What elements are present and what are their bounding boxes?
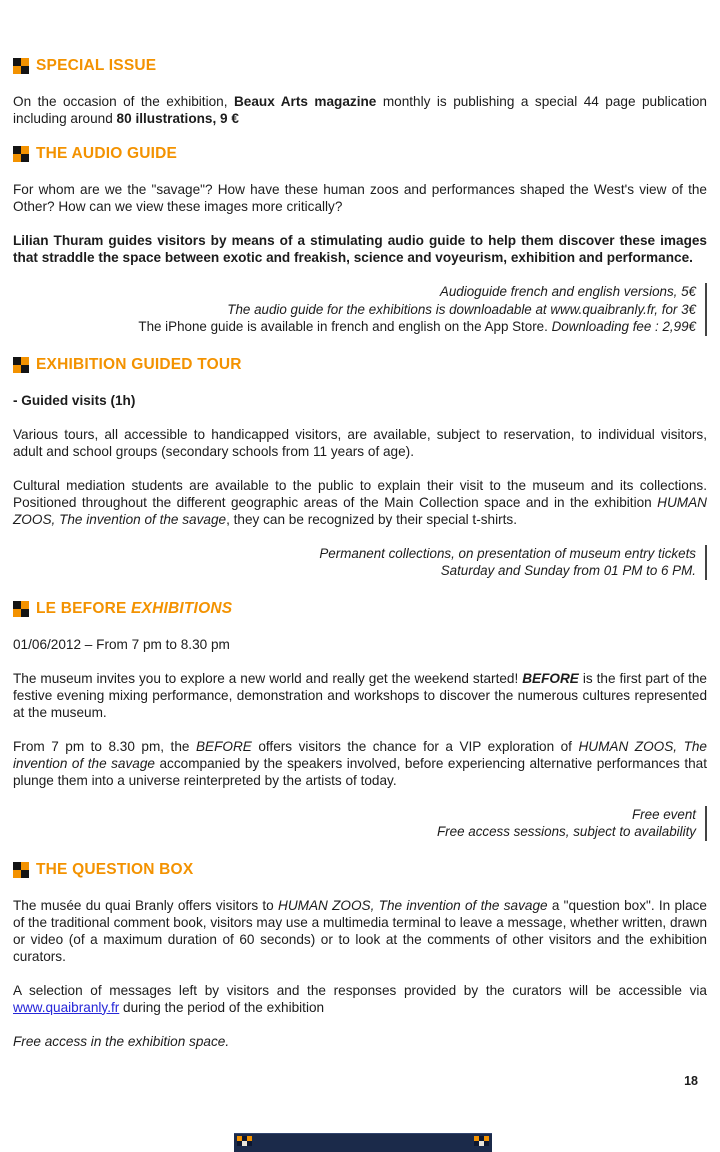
section-title	[36, 57, 156, 75]
info-note-line	[13, 823, 696, 841]
text-run: A selection of messages left by visitors and the responses provided by the curators will be accessible via	[13, 982, 707, 998]
text-run: BEFORE	[195, 738, 252, 754]
info-note-guided-tour-schedule	[13, 545, 707, 580]
text-run: On the occasion of the exhibition,	[13, 94, 234, 109]
section-heading-special-issue	[13, 57, 707, 75]
text-run: The audio guide for the exhibitions is downloadable at www.quaibranly.fr, for 3€	[227, 301, 696, 317]
info-note-line	[13, 545, 696, 563]
checker-icon	[13, 357, 29, 373]
text-run: Permanent collections, on presentation of museum entry tickets	[319, 545, 696, 561]
text-run: a "question box". In place of the traditional comment book, visitors may use a multimedia terminal to leave a message, whether written, drawn or video (of a maximum duration of 60 seconds) or to look at the comments of other visitors and the exhibition curators.	[13, 897, 707, 964]
text-run: Saturday and Sunday from 01 PM to 6 PM.	[440, 563, 696, 578]
section-title	[36, 145, 177, 163]
text-run: monthly is publishing a special 44 page publication including around	[13, 94, 707, 126]
section-heading-exhibition-guided-tour	[13, 356, 707, 374]
text-run: EXHIBITION GUIDED TOUR	[36, 355, 242, 373]
paragraph	[13, 982, 707, 1016]
text-run: The iPhone guide is available in french and english on the App Store.	[138, 319, 552, 334]
section-title	[36, 356, 242, 374]
text-run: HUMAN ZOOS, The invention of the savage	[13, 494, 707, 527]
text-run: HUMAN ZOOS, The invention of the savage	[13, 738, 707, 771]
text-run: The museum invites you to explore a new world and really get the weekend started!	[13, 670, 523, 686]
section-heading-le-before-exhibitions	[13, 600, 707, 618]
text-run: , they can be recognized by their special t-shirts.	[226, 511, 517, 527]
text-run: Free event	[631, 806, 696, 822]
text-run: 01/06/2012 – From 7 pm to 8.30 pm	[13, 636, 230, 652]
info-note-audio-guide-prices	[13, 283, 707, 336]
text-run: For whom are we the "savage"? How have these human zoos and performances shaped the West's view of the Other? How can we view these images more critically?	[13, 182, 707, 214]
quaibranly-link[interactable]: www.quaibranly.fr	[13, 999, 120, 1015]
text-run: LE BEFORE	[36, 599, 132, 617]
info-note-line	[13, 301, 696, 319]
paragraph	[13, 392, 707, 409]
text-run: Free access sessions, subject to availability	[437, 824, 696, 839]
info-note-line	[13, 562, 696, 580]
paragraph	[13, 670, 707, 721]
info-note-line	[13, 806, 696, 824]
text-run: accompanied by the speakers involved, before experiencing alternative performances that plunge them into a universe reinterpreted by the artists of today.	[13, 755, 707, 788]
info-note-line	[13, 318, 696, 336]
paragraph	[13, 477, 707, 528]
info-note-before-access	[13, 806, 707, 841]
paragraph	[13, 636, 707, 653]
paragraph	[13, 1033, 707, 1050]
text-run: From 7 pm to 8.30 pm, the	[13, 738, 196, 754]
text-run: BEFORE	[522, 670, 579, 686]
text-run: The musée du quai Branly offers visitors to	[13, 897, 278, 913]
section-heading-the-audio-guide	[13, 145, 707, 163]
text-run: HUMAN ZOOS, The invention of the savage	[278, 897, 548, 913]
paragraph	[13, 181, 707, 215]
footer-banner-image	[234, 1133, 492, 1152]
paragraph	[13, 738, 707, 789]
info-note-line	[13, 283, 696, 301]
text-run: is the first part of the festive evening mixing performance, demonstration and workshops to discover the numerous cultures represented at the museum.	[13, 670, 707, 720]
text-run: Various tours, all accessible to handicapped visitors, are available, subject to reservation, to individual visitors, adult and school groups (secondary schools from 11 years of age).	[13, 426, 707, 459]
text-run: 80 illustrations, 9 €	[116, 111, 239, 126]
text-run: Downloading fee : 2,99€	[551, 319, 696, 334]
text-run: Lilian Thuram guides visitors by means of a stimulating audio guide to help them discover these images that straddle the space between exotic and freakish, science and voyeurism, exhibition and performance.	[13, 233, 707, 265]
section-heading-the-question-box	[13, 861, 707, 879]
text-run: - Guided visits (1h)	[13, 392, 136, 408]
paragraph	[13, 897, 707, 965]
text-run: Beaux Arts magazine	[233, 94, 377, 109]
checker-pattern-right	[474, 1136, 489, 1146]
text-run: SPECIAL ISSUE	[36, 57, 157, 74]
checker-icon	[13, 862, 29, 878]
text-run: THE QUESTION BOX	[36, 860, 194, 878]
document-content	[13, 55, 707, 1067]
text-run: Free access in the exhibition space.	[13, 1033, 230, 1049]
text-run: EXHIBITIONS	[131, 599, 233, 617]
checker-pattern-left	[237, 1136, 252, 1146]
text-run: Audioguide french and english versions, 5€	[439, 284, 696, 299]
checker-icon	[13, 146, 29, 162]
paragraph	[13, 426, 707, 460]
page-number: 18	[684, 1074, 698, 1088]
checker-icon	[13, 58, 29, 74]
checker-icon	[13, 601, 29, 617]
paragraph	[13, 93, 707, 127]
text-run: Cultural mediation students are available to the public to explain their visit to the museum and its collections. Positioned throughout the different geographic areas of the Main Collection space and in the exhibition	[13, 477, 707, 510]
section-title	[36, 861, 193, 879]
text-run: offers visitors the chance for a VIP exploration of	[251, 738, 579, 754]
text-run: during the period of the exhibition	[119, 999, 325, 1015]
paragraph	[13, 232, 707, 266]
section-title	[36, 600, 232, 618]
text-run: THE AUDIO GUIDE	[36, 145, 178, 162]
